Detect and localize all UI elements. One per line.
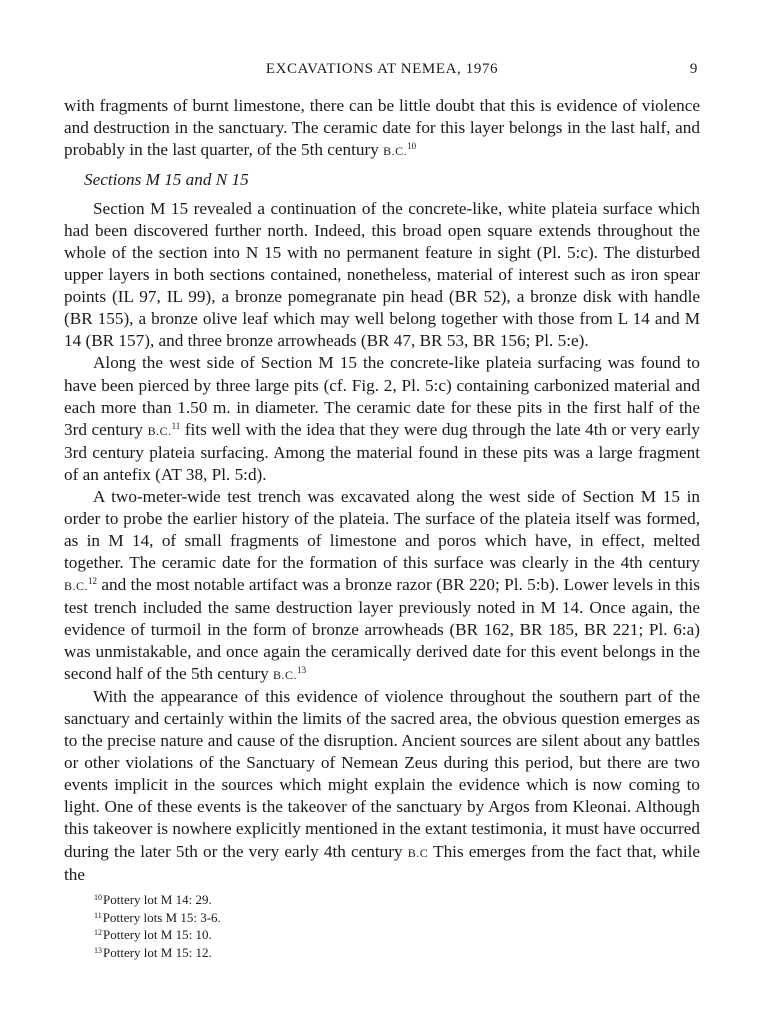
paragraph-3: Along the west side of Section M 15 the concrete-like plateia surfacing was found to have been pierced by three large pits (cf. Fig. 2, Pl. 5:c) containing carbonized material and each more than 1.50 m. in diameter. The ceramic date for these pits in the first half of the 3rd century B.C.$^{11}$ fits well with the idea that they were dug through the late 4th or very early 3rd century plateia surfacing. Among the material found in these pits was a large fragment of an antefix (AT 38, Pl. 5:d).: [64, 353, 700, 484]
era-abbreviation: B.C.: [383, 144, 408, 159]
footnote-ref: 13: [297, 665, 307, 676]
body-text: [64, 95, 700, 886]
era-abbreviation: B.C.: [147, 423, 172, 438]
paragraph-1: with fragments of burnt limestone, there can be little doubt that this is evidence of violence and destruction in the sanctuary. The ceramic date for this layer belongs in the last half, and probably in the last quarter, of the 5th century B.C.$^{10}$: [64, 96, 700, 160]
paragraph-4: A two-meter-wide test trench was excavated along the west side of Section M 15 in order to probe the earlier history of the plateia. The surface of the plateia itself was formed, as in M 14, of small fragments of limestone and poros which have, in effect, melted together. The ceramic date for the formation of this surface was clearly in the 4th century B.C.$^{12}$ and the most notable artifact was a bronze razor (BR 220; Pl. 5:b). Lower levels in this test trench included the same destruction layer previously noted in M 14. Once again, the evidence of turmoil in the form of bronze arrowheads (BR 162, BR 185, BR 221; Pl. 6:a) was unmistakable, and once again the ceramically derived date for this event belongs in the second half of the 5th century B.C.$^{13}$: [64, 486, 700, 684]
footnote: $^{10}$Pottery lot M 14: 29.: [94, 892, 212, 907]
section-heading: Sections M 15 and N 15: [84, 170, 249, 190]
footnote-number: 13: [94, 945, 102, 955]
era-abbreviation: B.C.: [273, 668, 298, 683]
running-header: [64, 61, 700, 81]
era-abbreviation: B.C.: [64, 578, 89, 593]
footnote-number: 12: [94, 928, 102, 937]
footnote-ref: 12: [88, 575, 98, 586]
footnote: $^{11}$Pottery lots M 15: 3-6.: [94, 909, 221, 925]
paragraph-5: With the appearance of this evidence of violence throughout the southern part of the sanctuary and certainly within the limits of the sacred area, the obvious question emerges as to the precise nature and cause of the disruption. Ancient sources are silent about any battles or other violations of the Sanctuary of Nemean Zeus during this period, but there are two events implicit in the sources which might explain the evidence which is now coming to light. One of these events is the takeover of the sanctuary by Argos from Kleonai. Although this takeover is nowhere explicitly mentioned in the extant testimonia, it must have occurred during the later 5th or the very early 4th century B.C This emerges from the fact that, while the: [64, 687, 700, 884]
footnote-ref: 11: [171, 420, 181, 431]
footnote-ref: 10: [407, 141, 417, 152]
page-number: 9: [689, 61, 698, 77]
footnote-number: 10: [94, 893, 102, 902]
footnote: $^{13}$Pottery lot M 15: 12.: [94, 944, 212, 960]
footnotes: [94, 891, 594, 961]
era-abbreviation: B.C: [407, 845, 429, 860]
footnote: $^{12}$Pottery lot M 15: 10.: [94, 927, 212, 942]
paragraph-2: Section M 15 revealed a continuation of the concrete-like, white plateia surface which had been discovered further north. Indeed, this broad open square extends throughout the whole of the section into N 15 with no permanent feature in sight (Pl. 5:c). The disturbed upper layers in both sections contained, nonetheless, material of interest such as iron spear points (IL 97, IL 99), a bronze pomegranate pin head (BR 52), a bronze disk with handle (BR 155), a bronze olive leaf which may well belong together with those from L 14 and M 14 (BR 157), and three bronze arrowheads (BR 47, BR 53, BR 156; Pl. 5:e).: [64, 199, 700, 351]
footnote-number: 11: [94, 910, 102, 920]
running-title: EXCAVATIONS AT NEMEA, 1976: [265, 61, 499, 77]
